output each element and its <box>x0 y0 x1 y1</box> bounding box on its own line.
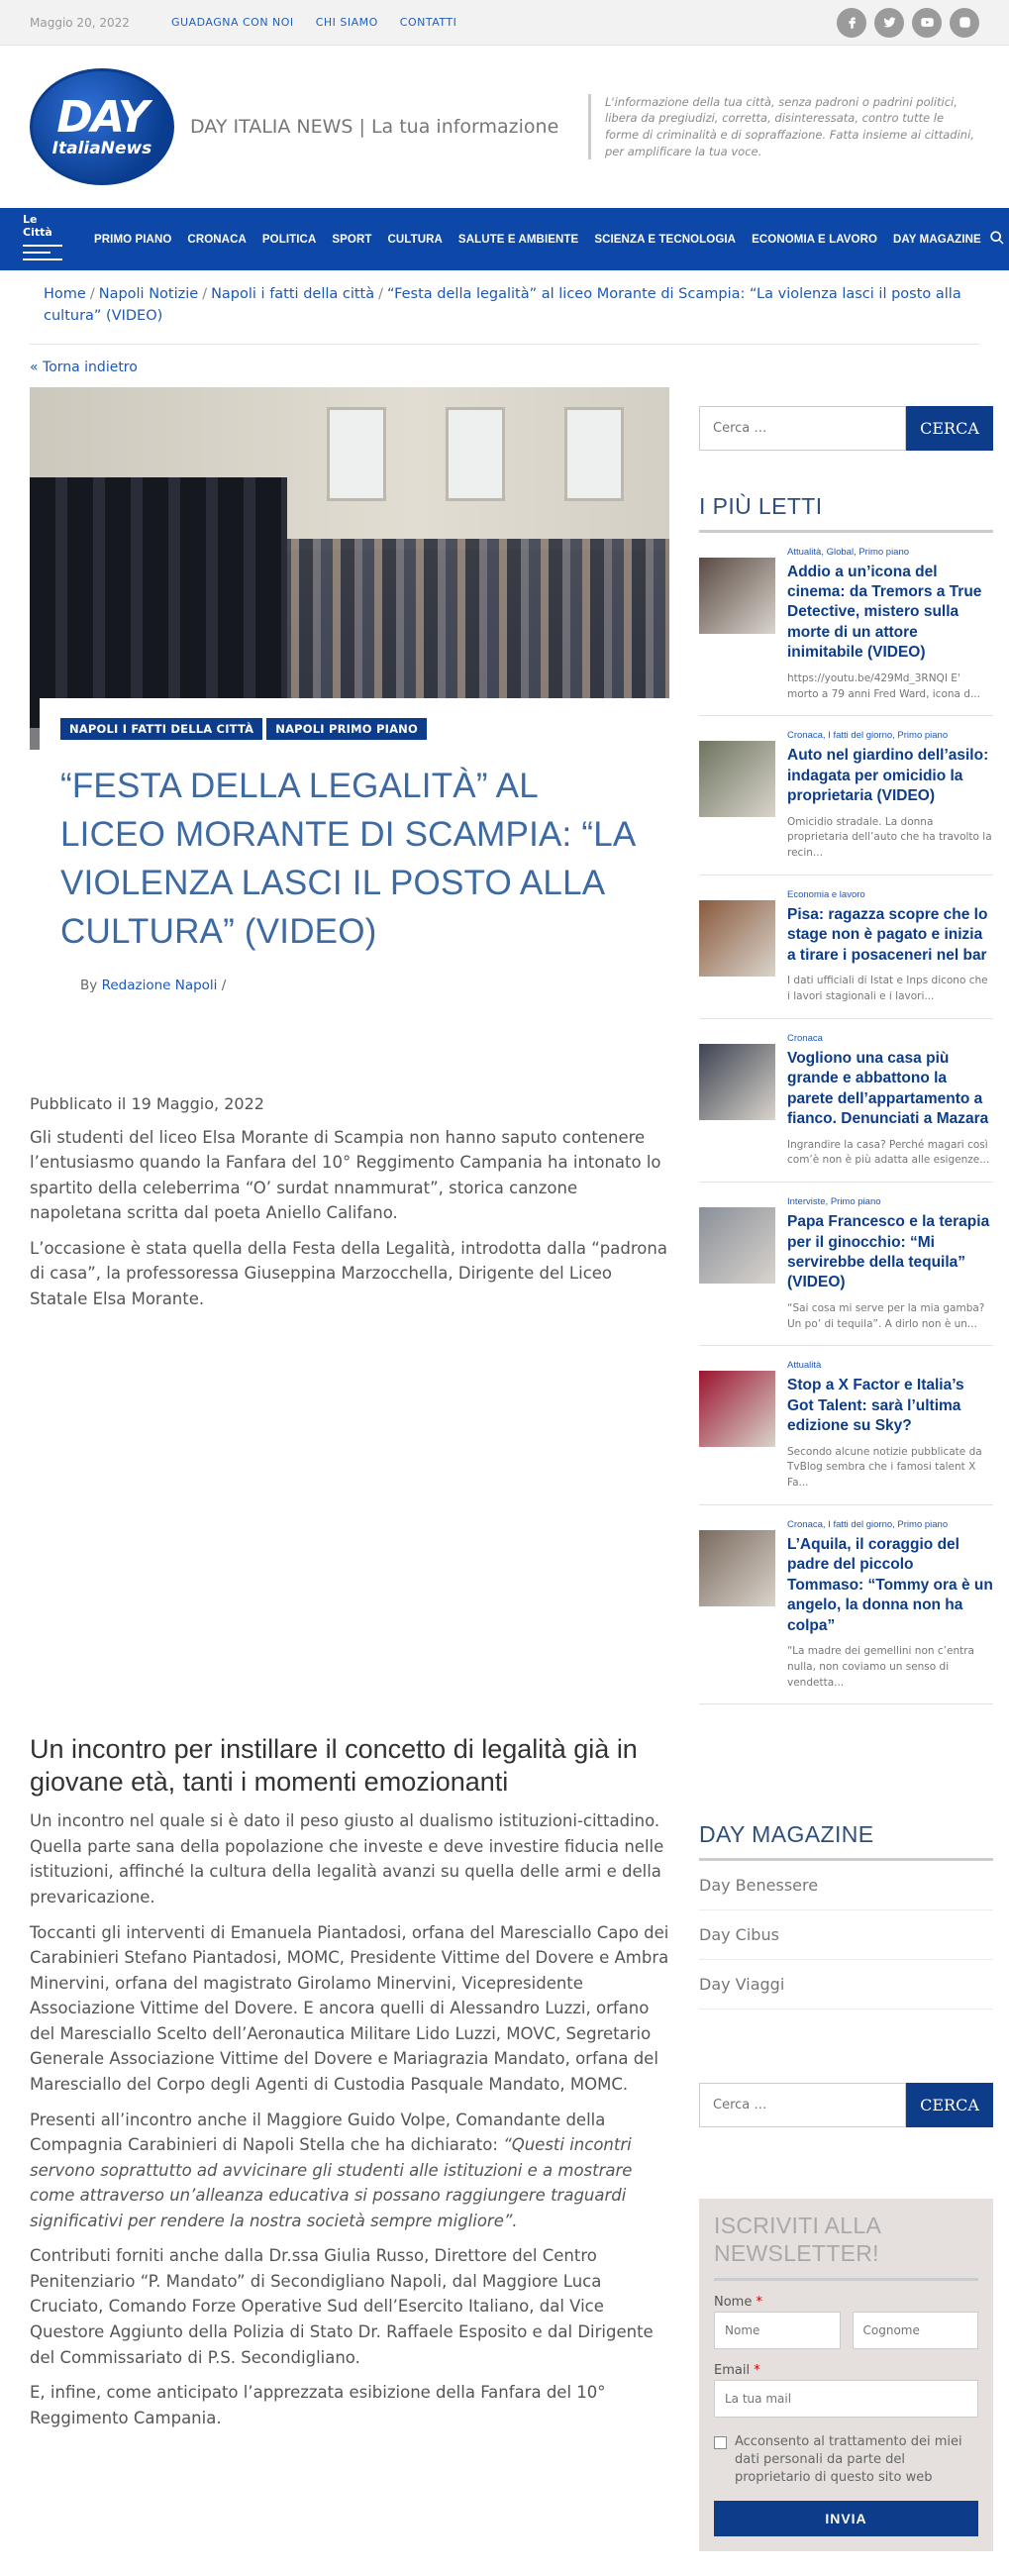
breadcrumb-napoli-notizie[interactable]: Napoli Notizie <box>98 286 199 302</box>
nav-menu <box>86 234 989 246</box>
piu-letti-item[interactable] <box>699 876 993 1019</box>
surname-input[interactable] <box>853 2312 979 2349</box>
post-categories[interactable]: Cronaca <box>787 1032 823 1044</box>
piu-letti-item[interactable] <box>699 1346 993 1505</box>
quote-text: “Questi incontri servono soprattutto ad avvicinare gli studenti alle istituzioni e a mostrare come attraverso un’alleanza educativa si possano raggiungere traguardi significativi per rendere la nostra società sempre migliore”. <box>30 2135 633 2230</box>
post-excerpt: Ingrandire la casa? Perché magari così com’è non è più adatta alle esigenze... <box>787 1138 990 1167</box>
post-categories[interactable]: Attualità <box>787 1360 822 1372</box>
nav-cultura[interactable]: CULTURA <box>387 233 443 246</box>
post-excerpt: I dati ufficiali di Istat e Inps dicono che i lavori stagionali e i lavori... <box>787 975 988 1002</box>
nav-primo-piano[interactable]: PRIMO PIANO <box>94 233 172 246</box>
piu-letti-item[interactable] <box>699 1019 993 1183</box>
article-byline <box>80 978 650 993</box>
top-links <box>171 16 456 29</box>
post-thumbnail[interactable] <box>699 900 775 977</box>
post-title[interactable]: Auto nel giardino dell’asilo: indagata per omicidio la proprietaria (VIDEO) <box>787 747 989 805</box>
nav-day-magazine[interactable]: DAY MAGAZINE <box>893 233 981 246</box>
post-title[interactable]: Stop a X Factor e Italia’s Got Talent: sarà l’ultima edizione su Sky? <box>787 1377 964 1435</box>
link-guadagna[interactable]: GUADAGNA CON NOI <box>171 16 294 29</box>
sidebar-search-button[interactable]: CERCA <box>906 406 993 451</box>
site-brand: DAY ITALIA NEWS | La tua informazione <box>190 116 559 138</box>
nav-scienza-tecnologia[interactable]: SCIENZA E TECNOLOGIA <box>594 233 737 246</box>
article-paragraph: Toccanti gli interventi di Emanuela Piantadosi, orfana del Maresciallo Capo dei Carabinieri Stefano Piantadosi, MOMC, Presidente Vittime del Dovere e Ambra Minervini, orfana del magistrato Girolamo Minervini, Vicepresidente Associazione Vittime del Dovere. E ancora quelli di Alessandro Luzzi, orfano del Maresciallo Scelto dell’Aeronautica Militare Lido Luzzi, MOVC, Segretario Generale Associazione Vittime del Dovere e Mariagrazia Mandato, orfana del Maresciallo del Corpo degli Agenti di Custodia Pasquale Mandato, MOMC. <box>30 1922 669 2094</box>
article-paragraph: L’occasione è stata quella della Festa della Legalità, introdotta dalla “padrona di casa”, la professoressa Giuseppina Marzocchella, Dirigente del Liceo Statale Elsa Morante. <box>30 1238 667 1308</box>
post-categories[interactable]: Interviste, Primo piano <box>787 1196 881 1208</box>
logo-day: DAY <box>56 92 148 143</box>
newsletter-submit-button[interactable]: INVIA <box>714 2501 978 2536</box>
post-thumbnail[interactable] <box>699 1207 775 1284</box>
post-title[interactable]: L’Aquila, il coraggio del padre del piccolo Tommaso: “Tommy ora è un angelo, la donna non ha colpa” <box>787 1535 993 1634</box>
name-label: Nome * <box>714 2294 762 2310</box>
le-citta-menu-toggle[interactable] <box>23 213 62 265</box>
link-contatti[interactable]: CONTATTI <box>399 16 457 29</box>
piu-letti-item[interactable] <box>699 1183 993 1346</box>
article-title: “FESTA DELLA LEGALITÀ” AL LICEO MORANTE DI SCAMPIA: “LA VIOLENZA LASCI IL POSTO ALLA CULTURA” (VIDEO) <box>60 766 635 951</box>
nav-cronaca[interactable]: CRONACA <box>187 233 247 246</box>
link-chi-siamo[interactable]: CHI SIAMO <box>315 16 378 29</box>
nav-salute-ambiente[interactable]: SALUTE E AMBIENTE <box>457 233 579 246</box>
twitter-icon[interactable] <box>874 8 904 38</box>
post-title[interactable]: Vogliono una casa più grande e abbattono la parete dell’appartamento a fianco. Denunciati a Mazara <box>787 1049 989 1128</box>
article-categories <box>60 718 650 740</box>
quote-intro: Presenti all’incontro anche il Maggiore Guido Volpe, Comandante della Compagnia Carabinieri di Napoli Stella che ha dichiarato: <box>30 2110 606 2155</box>
post-categories[interactable]: Cronaca, I fatti del giorno, Primo piano <box>787 1518 949 1530</box>
sidebar-search-2 <box>699 2083 993 2127</box>
magazine-link-benessere[interactable]: Day Benessere <box>699 1861 993 1910</box>
post-thumbnail[interactable] <box>699 558 775 634</box>
nav-sport[interactable]: SPORT <box>332 233 372 246</box>
post-thumbnail[interactable] <box>699 741 775 817</box>
current-date: Maggio 20, 2022 <box>30 15 130 30</box>
category-napoli-fatti[interactable]: NAPOLI I FATTI DELLA CITTÀ <box>60 718 262 740</box>
sidebar <box>699 345 993 2552</box>
post-excerpt: “Sai cosa mi serve per la mia gamba? Un po’ di tequila”. A dirlo non è un... <box>787 1301 985 1330</box>
post-excerpt: https://youtu.be/429Md_3RNQI E' morto a 79 anni Fred Ward, icona d... <box>787 671 980 700</box>
nav-politica[interactable]: POLITICA <box>261 233 317 246</box>
piu-letti-list <box>699 533 993 1705</box>
post-title[interactable]: Addio a un’icona del cinema: da Tremors a True Detective, mistero sulla morte di un attore inimitabile (VIDEO) <box>787 563 982 662</box>
day-magazine-heading: DAY MAGAZINE <box>699 1821 993 1861</box>
site-logo[interactable] <box>30 68 174 185</box>
search-icon[interactable] <box>989 230 1005 250</box>
consent-checkbox[interactable] <box>714 2436 727 2449</box>
piu-letti-heading: I PIÙ LETTI <box>699 493 993 533</box>
article-paragraph: E, infine, come anticipato l’apprezzata esibizione della Fanfara del 10° Reggimento Campania. <box>30 2383 606 2427</box>
article-subheading: Un incontro per instillare il concetto di legalità già in giovane età, tanti i momenti emozionanti <box>30 1734 638 1798</box>
youtube-icon[interactable] <box>912 8 942 38</box>
piu-letti-item[interactable] <box>699 533 993 717</box>
instagram-icon[interactable] <box>950 8 979 38</box>
post-excerpt: Secondo alcune notizie pubblicate da TvBlog sembra che i famosi talent X Fa... <box>787 1445 982 1490</box>
post-categories[interactable]: Attualità, Global, Primo piano <box>787 546 910 558</box>
sidebar-search-input[interactable] <box>699 406 906 451</box>
author-link[interactable]: Redazione Napoli <box>101 977 218 993</box>
post-excerpt: “La madre dei gemellini non c’entra nulla, non coviamo un senso di vendetta... <box>787 1645 974 1689</box>
sidebar-search-input-2[interactable] <box>699 2083 906 2127</box>
byline-separator: / <box>221 977 227 993</box>
post-excerpt: Omicidio stradale. La donna proprietaria dell’auto che ha travolto la recin... <box>787 815 992 860</box>
newsletter-title: ISCRIVITI ALLA NEWSLETTER! <box>714 2213 978 2280</box>
site-header <box>0 46 1009 208</box>
top-bar <box>0 0 1009 46</box>
le-citta-label: Le Città <box>23 213 52 239</box>
site-tagline: L'informazione della tua città, senza padroni o padrini politici, libera da pregiudizi, corretta, disinteressata, contro tutte le forme di criminalità e di sopraffazione. Fatta insieme ai cittadini, per amplificare la tua voce. <box>588 94 979 160</box>
email-label: Email * <box>714 2362 760 2378</box>
article-paragraph: Un incontro nel quale si è dato il peso giusto al dualismo istituzioni-cittadino. Quella parte sana della popolazione che investe e deve investire fiducia nelle istituzioni, affinché la cultura della legalità avanzi su quella delle armi e della prevaricazione. <box>30 1811 664 1906</box>
magazine-link-viaggi[interactable]: Day Viaggi <box>699 1960 993 2009</box>
newsletter-form <box>699 2199 993 2551</box>
nav-economia-lavoro[interactable]: ECONOMIA E LAVORO <box>752 233 878 246</box>
publish-date: Pubblicato il 19 Maggio, 2022 <box>30 1093 264 1113</box>
logo-italianews: ItaliaNews <box>51 139 152 158</box>
post-categories[interactable]: Economia e lavoro <box>787 888 865 900</box>
article-hero-image <box>30 387 669 750</box>
post-title[interactable]: Papa Francesco e la terapia per il ginocchio: “Mi servirebbe della tequila” (VIDEO) <box>787 1213 990 1291</box>
byline-by: By <box>80 977 98 993</box>
email-input[interactable] <box>714 2380 978 2418</box>
sidebar-search <box>699 406 993 451</box>
breadcrumb-napoli-fatti[interactable]: Napoli i fatti della città <box>211 286 375 302</box>
article-header-card <box>40 698 669 1005</box>
post-title[interactable]: Pisa: ragazza scopre che lo stage non è pagato e inizia a tirare i posaceneri nel bar <box>787 905 988 964</box>
category-napoli-primo-piano[interactable]: NAPOLI PRIMO PIANO <box>266 718 427 740</box>
magazine-links <box>699 1861 993 2009</box>
facebook-icon[interactable] <box>837 8 866 38</box>
piu-letti-item[interactable] <box>699 1505 993 1705</box>
consent-row <box>714 2433 978 2488</box>
main-nav <box>0 208 1009 270</box>
piu-letti-item[interactable] <box>699 716 993 876</box>
magazine-link-cibus[interactable]: Day Cibus <box>699 1910 993 1960</box>
article-paragraph: Gli studenti del liceo Elsa Morante di Scampia non hanno saputo contenere l’entusiasmo quando la Fanfara del 10° Reggimento Campania ha intonato lo spartito della celeberrima “O’ surdat nnammurat”, storica canzone napoletana scritta dal poeta Aniello Califano. <box>30 1127 661 1223</box>
hamburger-icon <box>23 245 62 247</box>
post-thumbnail[interactable] <box>699 1044 775 1120</box>
breadcrumb: Home / Napoli Notizie / Napoli i fatti della città / “Festa della legalità” al liceo Morante di Scampia: “La violenza lasci il posto alla cultura” (VIDEO) <box>30 270 979 345</box>
social-links <box>837 8 979 38</box>
breadcrumb-current: “Festa della legalità” al liceo Morante di Scampia: “La violenza lasci il posto alla cultura” (VIDEO) <box>44 286 961 324</box>
post-thumbnail[interactable] <box>699 1530 775 1606</box>
article-paragraph-quote <box>30 2108 669 2234</box>
back-link[interactable]: « Torna indietro <box>30 359 138 375</box>
article-paragraph: Contributi forniti anche dalla Dr.ssa Giulia Russo, Direttore del Centro Penitenziario “P. Mandato” di Secondigliano Napoli, dal Maggiore Luca Cruciato, Comando Forze Operative Sud dell’Esercito Italiano, dal Vice Questore Aggiunto della Polizia di Stato Dr. Raffaele Esposito e dal Dirigente del Commissariato di P.S. Secondigliano. <box>30 2246 654 2367</box>
article-main <box>30 345 669 2552</box>
breadcrumb-home[interactable]: Home <box>44 286 86 302</box>
post-thumbnail[interactable] <box>699 1371 775 1447</box>
consent-text: Acconsento al trattamento dei miei dati personali da parte del proprietario di questo sito web <box>735 2433 962 2486</box>
name-input[interactable] <box>714 2312 841 2349</box>
post-categories[interactable]: Cronaca, I fatti del giorno, Primo piano <box>787 730 949 742</box>
sidebar-search-button-2[interactable]: CERCA <box>906 2083 993 2127</box>
